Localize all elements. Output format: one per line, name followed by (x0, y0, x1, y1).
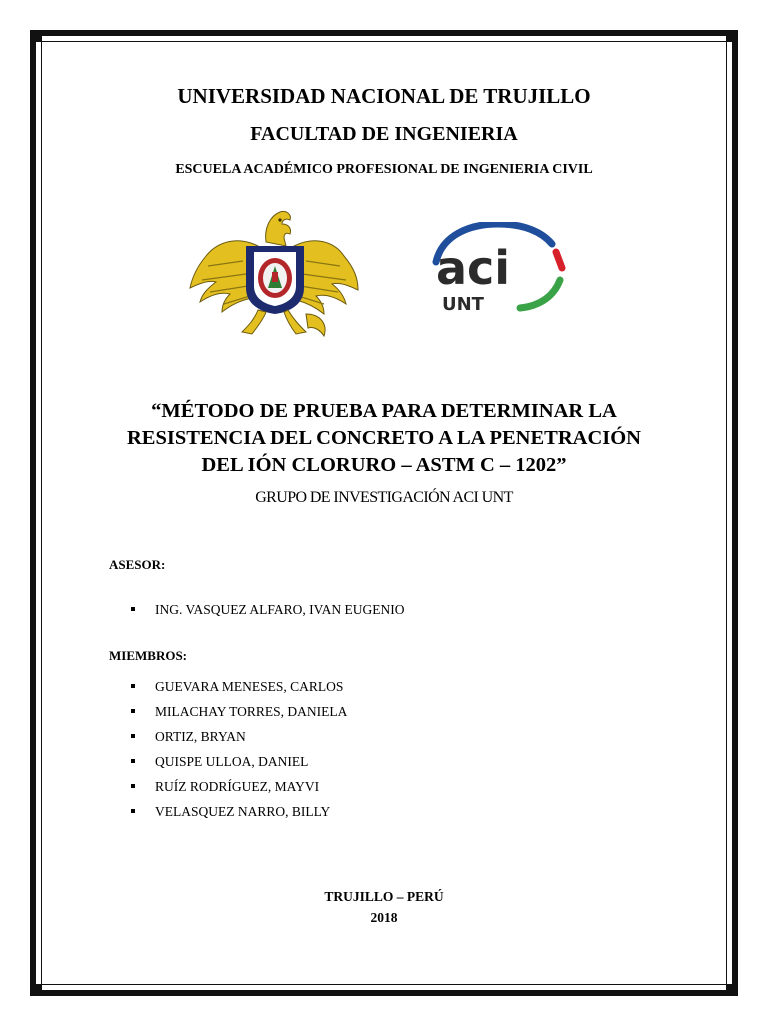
aci-unt-logo (428, 222, 568, 314)
research-group: GRUPO DE INVESTIGACIÓN ACI UNT (255, 489, 513, 506)
list-item (127, 728, 347, 753)
year: 2018 (370, 910, 398, 925)
bullet-icon (131, 809, 135, 813)
title-line: DEL IÓN CLORURO – ASTM C – 1202” (201, 454, 567, 476)
members-list (127, 678, 347, 828)
title-line: “MÉTODO DE PRUEBA PARA DETERMINAR LA (151, 400, 617, 422)
member-name: GUEVARA MENESES, CARLOS (155, 679, 344, 694)
bullet-icon (131, 784, 135, 788)
aci-logo-text: aci (436, 241, 511, 295)
members-label: MIEMBROS: (109, 648, 187, 663)
bullet-icon (131, 607, 135, 611)
title-line: RESISTENCIA DEL CONCRETO A LA PENETRACIÓN (127, 427, 641, 449)
school-name: ESCUELA ACADÉMICO PROFESIONAL DE INGENIERIA CIVIL (175, 162, 593, 177)
bullet-icon (131, 709, 135, 713)
city-country: TRUJILLO – PERÚ (324, 889, 444, 904)
member-name: ORTIZ, BRYAN (155, 729, 246, 744)
list-item (127, 601, 405, 626)
document-title (0, 398, 768, 479)
bullet-icon (131, 734, 135, 738)
border-corner (30, 30, 42, 42)
member-name: MILACHAY TORRES, DANIELA (155, 704, 348, 719)
page-border-inner (41, 41, 727, 985)
border-corner (726, 984, 738, 996)
border-corner (726, 30, 738, 42)
bullet-icon (131, 684, 135, 688)
advisor-name: ING. VASQUEZ ALFARO, IVAN EUGENIO (155, 602, 405, 617)
list-item (127, 778, 347, 803)
bullet-icon (131, 759, 135, 763)
list-item (127, 803, 347, 828)
list-item (127, 753, 347, 778)
list-item (127, 703, 347, 728)
advisor-list (127, 601, 405, 626)
faculty-name: FACULTAD DE INGENIERIA (250, 123, 518, 145)
member-name: VELASQUEZ NARRO, BILLY (155, 804, 331, 819)
advisor-label: ASESOR: (109, 557, 166, 572)
member-name: RUÍZ RODRÍGUEZ, MAYVI (155, 779, 320, 794)
aci-logo-subtext: UNT (442, 294, 484, 314)
unt-crest-logo (188, 206, 360, 344)
border-corner (30, 984, 42, 996)
member-name: QUISPE ULLOA, DANIEL (155, 754, 309, 769)
list-item (127, 678, 347, 703)
university-name: UNIVERSIDAD NACIONAL DE TRUJILLO (177, 84, 591, 108)
